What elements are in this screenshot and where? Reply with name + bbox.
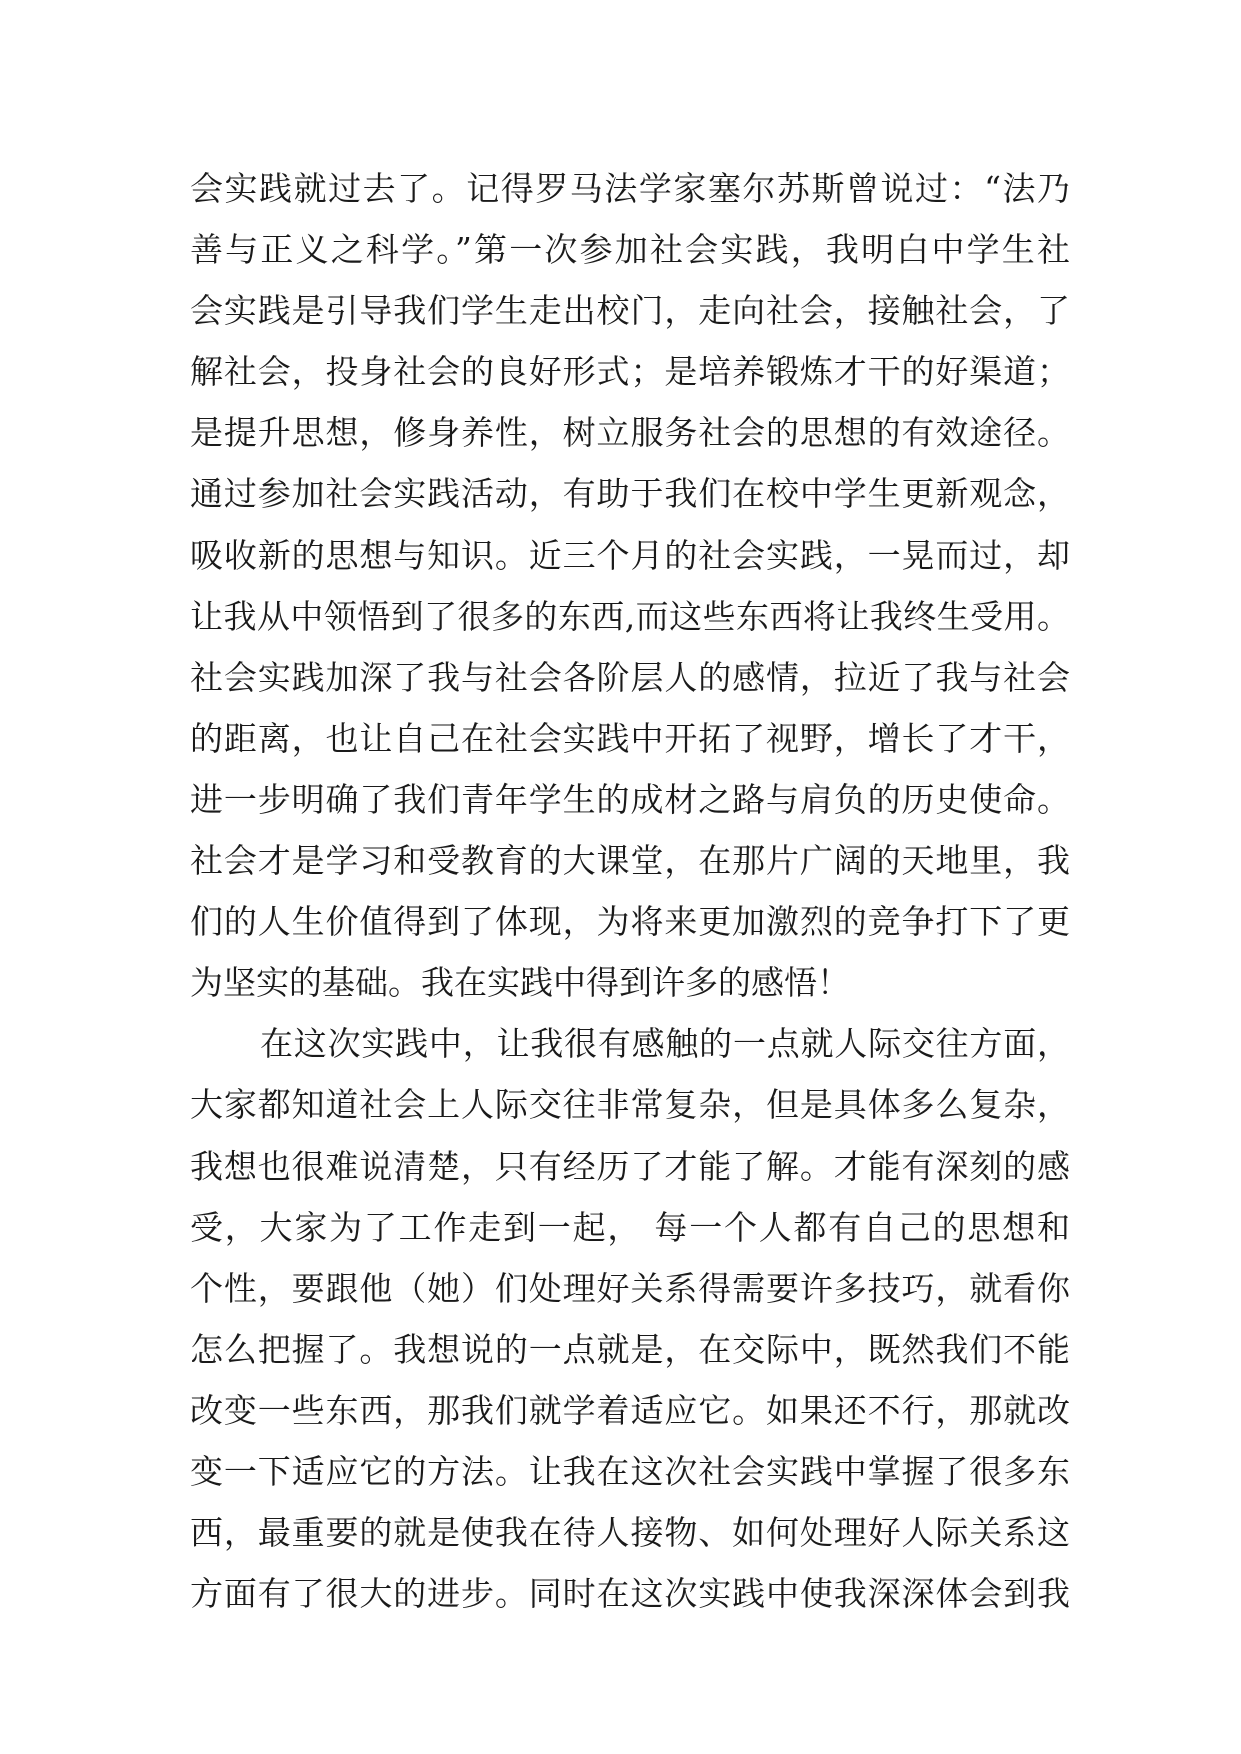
text-line: 在这次实践中，让我很有感触的一点就人际交往方面， — [260, 1024, 1070, 1064]
text-line: 受，大家为了工作走到一起， 每一个人都有自己的思想和 — [190, 1207, 1070, 1247]
text-line: 会实践是引导我们学生走出校门，走向社会，接触社会，了 — [190, 291, 1070, 331]
text-line: 解社会，投身社会的良好形式；是培养锻炼才干的好渠道； — [190, 352, 1070, 392]
paragraph-2 — [190, 1013, 1070, 1624]
text-line: 我想也很难说清楚，只有经历了才能了解。才能有深刻的感 — [190, 1146, 1070, 1186]
text-line: 方面有了很大的进步。同时在这次实践中使我深深体会到我 — [190, 1574, 1070, 1614]
text-line: 通过参加社会实践活动，有助于我们在校中学生更新观念， — [190, 474, 1070, 514]
text-line: 大家都知道社会上人际交往非常复杂，但是具体多么复杂， — [190, 1085, 1070, 1125]
text-line: 让我从中领悟到了很多的东西,而这些东西将让我终生受用。 — [190, 596, 1070, 636]
text-line: 怎么把握了。我想说的一点就是，在交际中，既然我们不能 — [190, 1329, 1070, 1369]
text-line: 为坚实的基础。我在实践中得到许多的感悟！ — [190, 963, 850, 1003]
text-line: 吸收新的思想与知识。近三个月的社会实践，一晃而过，却 — [190, 535, 1070, 575]
text-body — [190, 158, 1070, 1624]
text-line: 个性，要跟他（她）们处理好关系得需要许多技巧，就看你 — [190, 1268, 1070, 1308]
paragraph-1 — [190, 158, 1070, 1013]
text-line: 会实践就过去了。记得罗马法学家塞尔苏斯曾说过：“法乃 — [190, 169, 1070, 208]
text-line: 是提升思想，修身养性，树立服务社会的思想的有效途径。 — [190, 413, 1070, 453]
text-line: 变一下适应它的方法。让我在这次社会实践中掌握了很多东 — [190, 1451, 1070, 1491]
text-line: 进一步明确了我们青年学生的成材之路与肩负的历史使命。 — [190, 779, 1070, 819]
text-line: 们的人生价值得到了体现，为将来更加激烈的竞争打下了更 — [190, 902, 1070, 942]
text-line: 的距离，也让自己在社会实践中开拓了视野，增长了才干， — [190, 718, 1070, 758]
text-line: 社会实践加深了我与社会各阶层人的感情，拉近了我与社会 — [190, 657, 1070, 697]
text-line: 改变一些东西，那我们就学着适应它。如果还不行，那就改 — [190, 1390, 1070, 1430]
text-line: 西，最重要的就是使我在待人接物、如何处理好人际关系这 — [190, 1513, 1070, 1553]
text-line: 社会才是学习和受教育的大课堂，在那片广阔的天地里，我 — [190, 841, 1070, 881]
text-line: 善与正义之科学。”第一次参加社会实践，我明白中学生社 — [190, 230, 1070, 270]
